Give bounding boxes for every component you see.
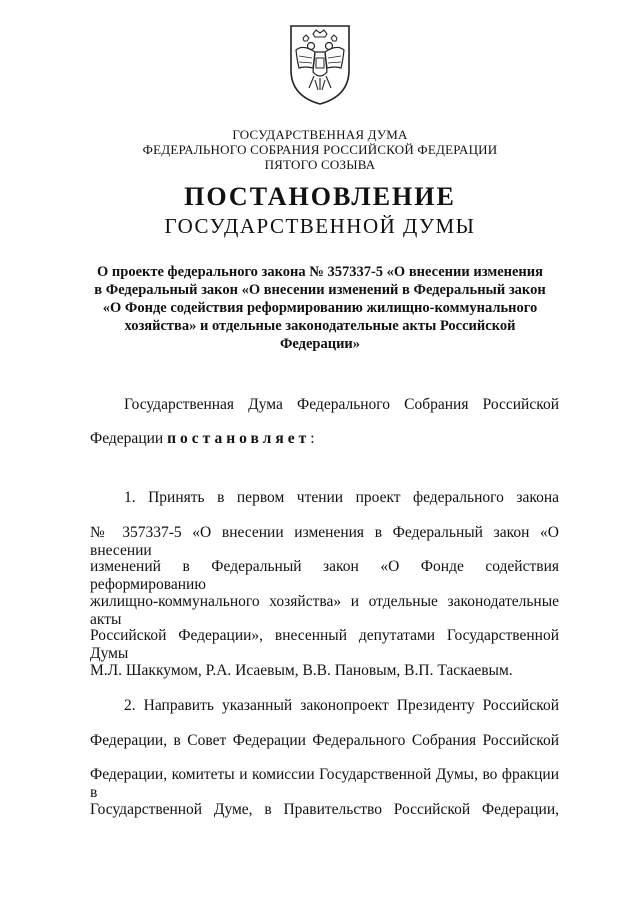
heading-line: «О Фонде содействия реформированию жилищно-коммунального <box>102 300 538 316</box>
document-subtitle: ГОСУДАРСТВЕННОЙ ДУМЫ <box>164 214 476 238</box>
item2-line: Федерации, комитеты и комиссии Государственной Думы, во фракции в <box>90 766 559 801</box>
item1-line: 1. Принять в первом чтении проект федерального закона <box>124 489 559 506</box>
heading-line: хозяйства» и отдельные законодательные акты Российской <box>124 318 516 334</box>
item2-line: 2. Направить указанный законопроект Президенту Российской <box>124 697 559 714</box>
heading-line: в Федеральный закон «О внесении изменений в Федеральный закон <box>94 282 546 298</box>
intro-resolves: постановляет <box>167 430 311 447</box>
item1-line: М.Л. Шаккумом, Р.А. Исаевым, В.В. Пановым, В.П. Таскаевым. <box>90 662 513 679</box>
coat-of-arms-icon <box>285 22 355 106</box>
intro-line <box>90 430 315 448</box>
item2-line: Государственной Думе, в Правительство Российской Федерации, <box>90 801 559 818</box>
org-name-line1: ГОСУДАРСТВЕННАЯ ДУМА <box>232 127 408 142</box>
heading-line: Федерации» <box>279 336 361 352</box>
item1-line: изменений в Федеральный закон «О Фонде содействия реформированию <box>90 558 559 593</box>
item2-line: Федерации, в Совет Федерации Федерального Собрания Российской <box>90 732 559 749</box>
heading-line: О проекте федерального закона № 357337-5 «О внесении изменения <box>97 264 543 280</box>
item1-line: Российской Федерации», внесенный депутатами Государственной Думы <box>90 627 559 662</box>
item1-line: жилищно-коммунального хозяйства» и отдельные законодательные акты <box>90 593 559 628</box>
intro-colon: : <box>310 430 315 447</box>
document-title: ПОСТАНОВЛЕНИЕ <box>184 182 456 211</box>
org-convocation: ПЯТОГО СОЗЫВА <box>264 157 376 172</box>
resolution-heading <box>60 263 580 353</box>
intro-prefix: Федерации <box>90 430 164 447</box>
intro-line: Государственная Дума Федерального Собрания Российской <box>124 396 559 413</box>
org-name-line2: ФЕДЕРАЛЬНОГО СОБРАНИЯ РОССИЙСКОЙ ФЕДЕРАЦИИ <box>142 142 498 157</box>
item1-line: № 357337-5 «О внесении изменения в Федеральный закон «О внесении <box>90 524 559 559</box>
